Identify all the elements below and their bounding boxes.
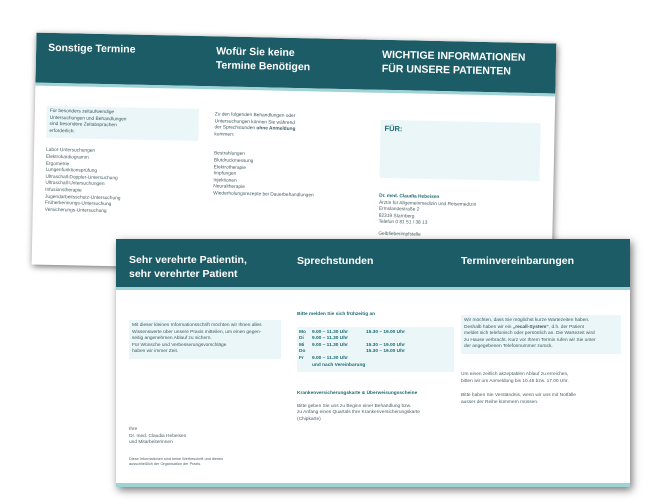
emphasis: „recall-System“ [512, 324, 549, 330]
table-row: Di 9.00 – 11.30 Uhr [299, 336, 349, 342]
column-other-appointments [44, 33, 201, 268]
list-item: Ultraschall-Untersuchungen [45, 181, 105, 188]
for-label: FÜR: [384, 123, 403, 134]
column-title: Wofür Sie keine Termine Benötigen [215, 45, 311, 74]
by-arrangement: und nach Vereinbarung [312, 362, 366, 368]
recall-box: Wir möchten, dass Sie möglichst kurze Wartezeiten haben. Deshalb haben wir ein „recall-System“, d.h. der Patient meldet sich telefonisch oder persönlich an. Die Wartezeit wird zu Hause verbracht. Kurz vor Ihrem Termin rufen wir Sie unter der angegebenen Telefonnummer zurück. [461, 315, 621, 354]
footer-text: Gelbfieberimpfstelle [378, 231, 421, 238]
greeting-box: Mit dieser kleinen Informationsschrift möchten wir Ihnen alles Wissenswerte über unsere Praxis mitteilen, um einen gegen- seitig angenehmen Ablauf zu sichern. Für Wünsche und Verbesserungsvorschläge haben wir immer Zeit. [129, 320, 281, 359]
column-title: Sprechstunden [297, 255, 374, 267]
column-title: Sonstige Termine [48, 41, 136, 56]
list-item: Blutdruckmessung [213, 158, 254, 165]
emergency-paragraph: Bitte haben Sie Verständnis, wenn wir uns mit Notfälle ausser der Reihe kümmern müssen. [461, 393, 576, 405]
list-item: Versicherungs-Untersuchung [44, 207, 107, 214]
signature-block: Ihre Dr. med. Claudia Hebeisen und Mitarbeiterinnen [129, 426, 187, 446]
table-row: Mi 9.00 – 11.30 Uhr 15.30 – 19.00 Uhr [299, 342, 405, 348]
list-item: Jugendarbeitsschutz-Untersuchung [44, 194, 121, 201]
table-row: Mo 9.00 – 11.30 Uhr 15.30 – 19.00 Uhr [299, 329, 405, 335]
registration-paragraph: Um einen zeitlich akzeptablen Ablauf zu erreichen, bitten wir um Anmeldung bis 10.45 bzw. 17.00 Uhr. [461, 371, 569, 384]
list-item: Neuraltherapie [213, 184, 245, 191]
table-row [299, 363, 452, 370]
column-appointments [461, 239, 621, 487]
list-item: Wiederholungsrezepte bei Dauerbehandlungen [213, 191, 314, 199]
column-office-hours [297, 239, 454, 487]
list-item: Impfungen [213, 171, 237, 177]
intro-text: Zu den folgenden Behandlungen oder Untersuchungen können Sie während der Sprechstunden ohne Anmeldung kommen: [214, 109, 365, 145]
appointment-list [45, 148, 198, 217]
intro-line: sind besondere Zeitabsprachen [49, 122, 117, 129]
intro-line: erforderlich: [49, 128, 75, 135]
list-item: Ultraschall-Doppler-Untersuchung [45, 174, 118, 182]
list-item: Bestrahlungen [213, 151, 245, 158]
card-title: Krankenversicherungskarte & Überweisungsscheine [297, 391, 418, 397]
list-item: Lungenfunktionsprüfung [45, 167, 98, 175]
card-text: Bitte geben Sie uns zu Beginn einer Behandlung bzw. zu Anfang eines Quartals Ihre Krankenversicherungskarte (Chipkarte) [297, 403, 420, 422]
list-item: Labor-Untersuchungen [45, 148, 96, 155]
hours-table [297, 327, 454, 373]
table-row: Fr 9.00 – 11.30 Uhr [299, 355, 349, 361]
list-item: Infusionstherapie [45, 187, 82, 194]
column-title: Sehr verehrte Patientin, sehr verehrter Patient [129, 254, 247, 280]
intro-line: Untersuchungen und Behandlungen [49, 115, 127, 123]
doctor-address: Dr. med. Claudia Hebeisen Ärztin für Allgemeinmedizin und Reisemedizin Ermslandestraße 2 82319 Starnberg Telefon 0 81 51 / 38 13 Gelbfieberimpfstelle [378, 194, 539, 242]
footnote: Diese Informationen sind keine Werbeschrift und dienen ausschließlich der Organisation der Praxis. [129, 456, 224, 466]
brochure-front-sheet [116, 239, 630, 487]
intro-line: Für besonders zeitaufwendige [49, 108, 115, 116]
for-box [380, 120, 541, 181]
list-item: Injektionen [213, 178, 237, 184]
walk-in-list [213, 152, 364, 201]
column-title: WICHTIGE INFORMATIONEN FÜR UNSERE PATIENTEN [381, 48, 526, 78]
list-item: Früherkennungs-Untersuchung [44, 200, 112, 208]
list-item: Elektrotherapie [213, 164, 247, 171]
column-no-appointment [212, 36, 367, 271]
doctor-name: Dr. med. Claudia Hebeisen [379, 193, 440, 201]
register-note: Bitte melden Sie sich frühzeitig an [297, 312, 376, 317]
column-greeting [129, 239, 281, 487]
column-title: Terminvereinbarungen [461, 255, 574, 267]
list-item: Ergometrie [45, 161, 70, 167]
intro-box [46, 106, 199, 142]
table-row: Do 15.30 – 19.00 Uhr [299, 349, 405, 355]
emphasis: ohne Anmeldung [256, 126, 296, 133]
list-item: Elektrokardiogramm [45, 154, 89, 161]
